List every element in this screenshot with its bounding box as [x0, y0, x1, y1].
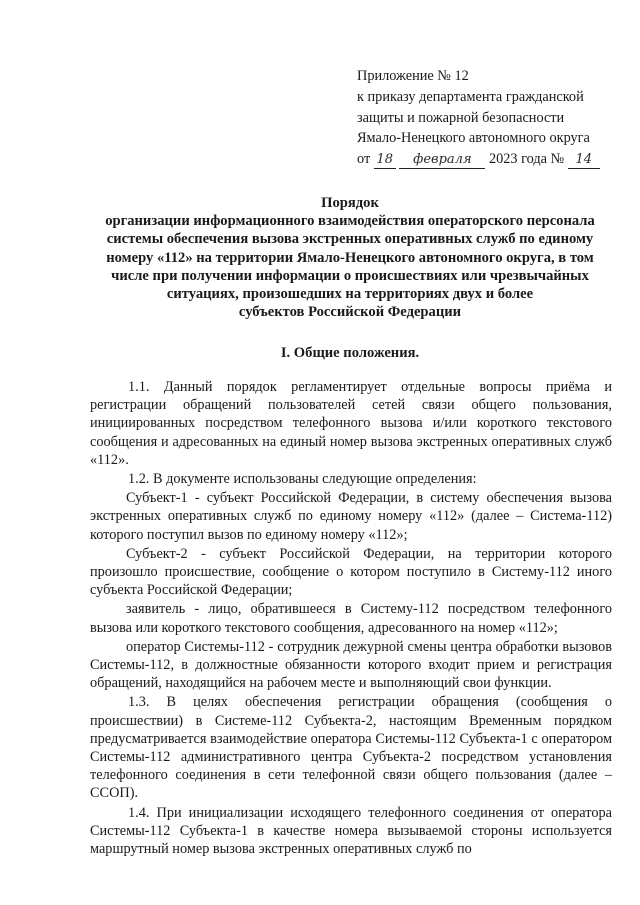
date-year: 2023 года № [488, 151, 565, 168]
section-heading: I. Общие положения. [280, 345, 420, 361]
title-line: ситуациях, произошедших на территориях двух и более [166, 286, 534, 303]
paragraph-1-3: 1.3. В целях обеспечения регистрации обращения (сообщения о происшествии) в Системе-112 Субъекта-2, настоящим Временным порядком предусматривается взаимодействие оператора Системы-112 Субъекта-1 с оператором Системы-112 административного центра Субъекта-2 посредством установления телефонного соединения в сети телефонной связи общего пользования (далее – ССОП). [90, 694, 612, 802]
title-line: числе при получении информации о происшествиях или чрезвычайных [111, 267, 589, 284]
appendix-order-line: к приказу департамента гражданской [357, 88, 584, 105]
appendix-date-line [357, 149, 627, 170]
definition-subject-2: Субъект-2 - субъект Российской Федерации, на территории которого произошло происшествие, сообщение о котором поступило в Систему-112 иного субъекта Российской Федерации; [90, 545, 612, 599]
title-line: субъектов Российской Федерации [238, 304, 462, 321]
appendix-department-line: защиты и пожарной безопасности [357, 109, 565, 126]
document-title [80, 194, 620, 321]
document-body [90, 378, 612, 858]
appendix-header [357, 66, 627, 170]
definition-operator: оператор Системы-112 - сотрудник дежурной смены центра обработки вызовов Системы-112, в должностные обязанности которого входит прием и регистрация обращений, находящийся на рабочем месте и выполняющий свои функции. [90, 638, 612, 692]
handwritten-order-number: 14 [568, 152, 600, 169]
title-line: системы обеспечения вызова экстренных оперативных служб по единому [106, 231, 594, 248]
title-heading: Порядок [321, 195, 379, 211]
date-prefix: от [357, 151, 371, 168]
handwritten-day: 18 [374, 152, 396, 169]
paragraph-1-1: 1.1. Данный порядок регламентирует отдельные вопросы приёма и регистрации обращений пользователей сетей связи общего пользования, инициированных посредством телефонного вызова и/или короткого текстового сообщения и адресованных на единый номер вызова экстренных оперативных служб «112». [90, 379, 612, 468]
appendix-region-line: Ямало-Ненецкого автономного округа [357, 130, 590, 147]
appendix-number: Приложение № 12 [357, 68, 469, 84]
paragraph-1-4: 1.4. При инициализации исходящего телефонного соединения от оператора Системы-112 Субъекта-1 в качестве номера вызываемой стороны используется маршрутный номер вызова экстренных оперативных служб по [90, 804, 612, 858]
paragraph-1-2: 1.2. В документе использованы следующие определения: [128, 471, 477, 488]
title-line: номеру «112» на территории Ямало-Ненецкого автономного округа, в том [106, 249, 594, 266]
handwritten-month: февраля [399, 152, 485, 169]
definition-applicant: заявитель - лицо, обратившееся в Систему-112 посредством телефонного вызова или короткого текстового сообщения, адресованного на номер «112»; [90, 601, 612, 636]
definition-subject-1: Субъект-1 - субъект Российской Федерации, в систему обеспечения вызова экстренных оперативных служб по единому номеру «112» (далее – Система-112) которого поступил вызов по единому номеру «112»; [90, 490, 612, 543]
title-line: организации информационного взаимодействия операторского персонала [105, 213, 595, 230]
